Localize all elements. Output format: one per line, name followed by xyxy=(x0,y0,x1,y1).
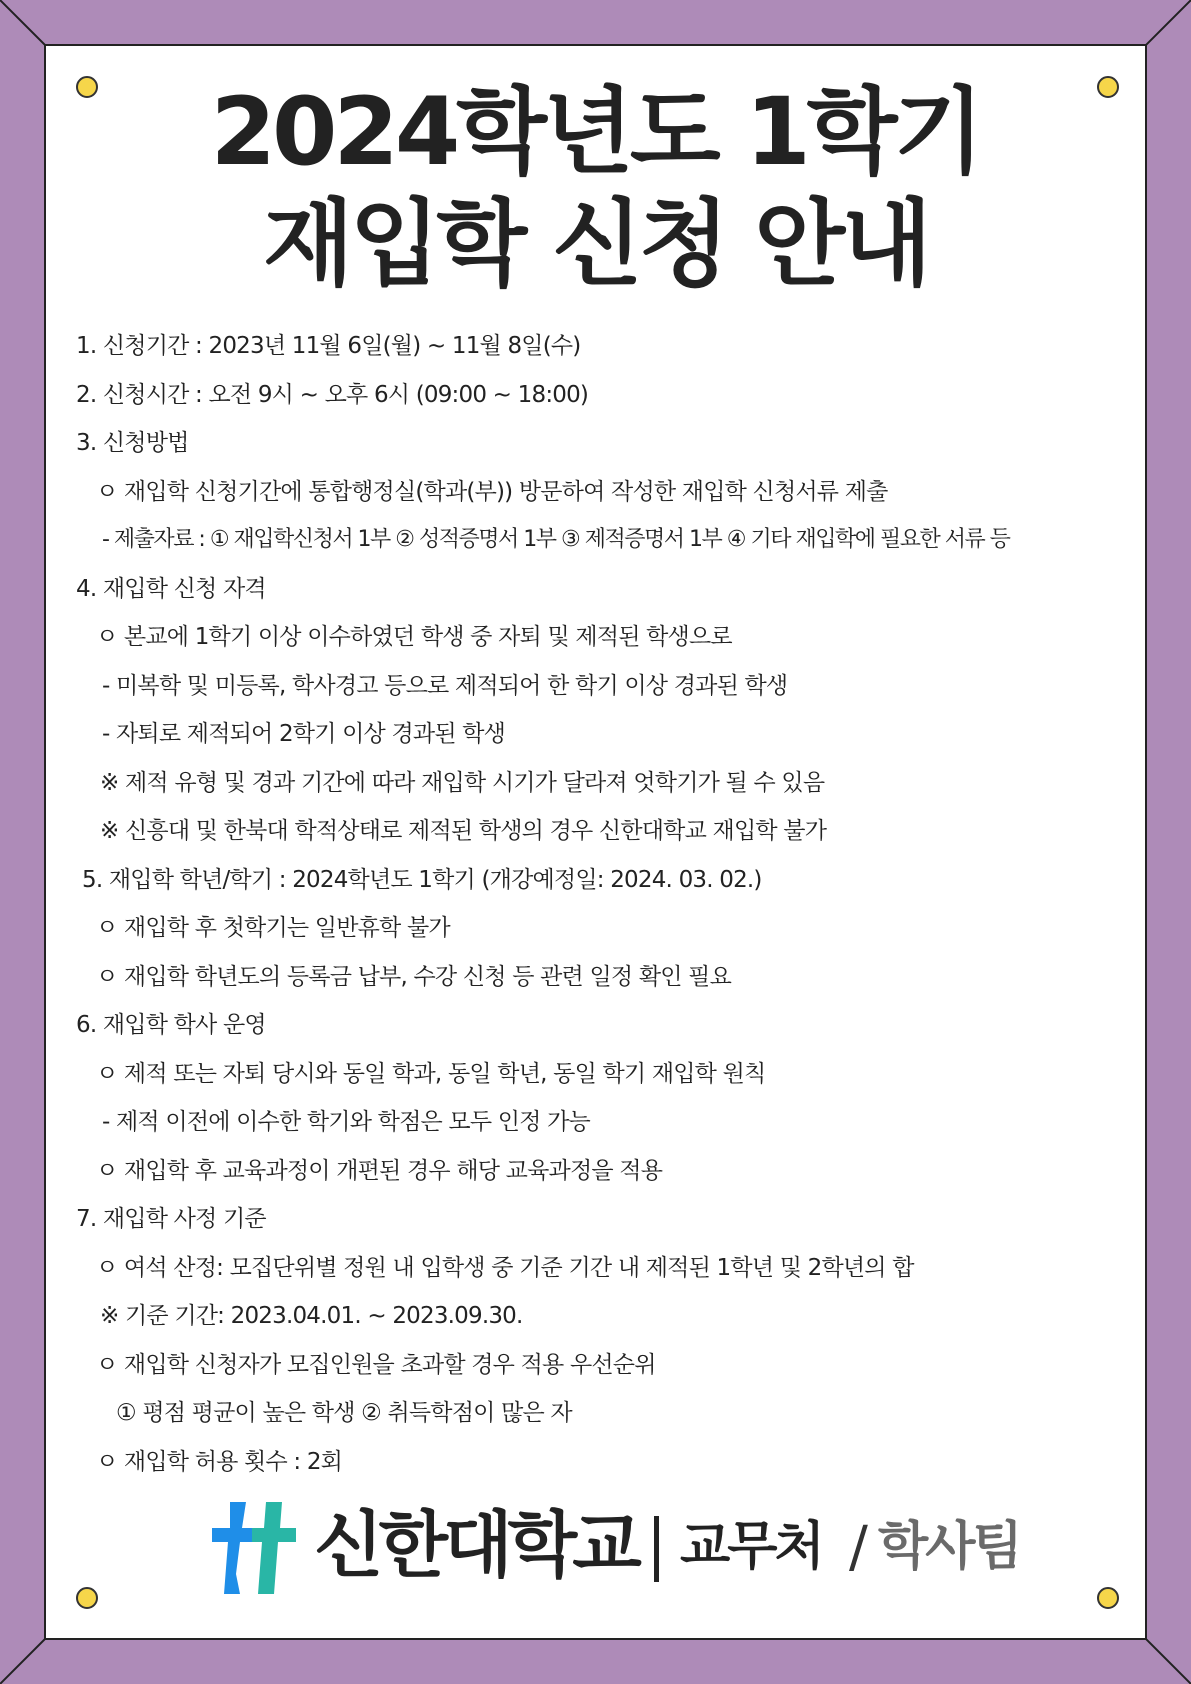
list-item: ① 평점 평균이 높은 학생 ② 취득학점이 많은 자 xyxy=(116,1400,572,1426)
university-name: 신한대학교 xyxy=(314,1503,637,1587)
note-item: ※ 기준 기간: 2023.04.01. ~ 2023.09.30. xyxy=(100,1303,523,1329)
list-item: - 제출자료 : ① 재입학신청서 1부 ② 성적증명서 1부 ③ 제적증명서 1부 ④ 기타 재입학에 필요한 서류 등 xyxy=(102,527,1010,552)
list-item: ㅇ 재입학 신청기간에 통합행정실(학과(부)) 방문하여 작성한 재입학 신청서류 제출 xyxy=(96,478,888,505)
title-line-2: 재입학 신청 안내 xyxy=(262,190,929,299)
list-item: ㅇ 재입학 신청자가 모집인원을 초과할 경우 적용 우선순위 xyxy=(96,1351,656,1378)
list-item: ㅇ 재입학 학년도의 등록금 납부, 수강 신청 등 관련 일정 확인 필요 xyxy=(96,963,732,990)
notice-banner xyxy=(44,44,1147,1640)
list-item: - 제적 이전에 이수한 학기와 학점은 모두 인정 가능 xyxy=(102,1109,590,1135)
list-item: ㅇ 재입학 후 첫학기는 일반휴학 불가 xyxy=(96,915,450,941)
footer-logo xyxy=(46,1498,1145,1608)
section-5-heading: 5. 재입학 학년/학기 : 2024학년도 1학기 (개강예정일: 2024. 03. 02.) xyxy=(82,866,762,893)
list-item: ㅇ 재입학 후 교육과정이 개편된 경우 해당 교육과정을 적용 xyxy=(96,1157,663,1184)
department-name: 교무처 xyxy=(680,1517,822,1577)
list-item: - 미복학 및 미등록, 학사경고 등으로 제적되어 한 학기 이상 경과된 학생 xyxy=(102,672,788,699)
footer-divider xyxy=(654,1516,659,1582)
list-item: ㅇ 본교에 1학기 이상 이수하였던 학생 중 자퇴 및 제적된 학생으로 xyxy=(96,624,732,650)
section-7-heading: 7. 재입학 사정 기준 xyxy=(76,1206,266,1232)
university-logo-icon xyxy=(212,1498,296,1598)
list-item: ㅇ 여석 산정: 모집단위별 정원 내 입학생 중 기준 기간 내 제적된 1학년 및 2학년의 합 xyxy=(96,1254,914,1281)
footer-separator: / xyxy=(849,1515,868,1580)
team-name: 학사팀 xyxy=(878,1517,1020,1577)
section-2-hours: 2. 신청시간 : 오전 9시 ~ 오후 6시 (09:00 ~ 18:00) xyxy=(76,381,589,408)
list-item: ㅇ 제적 또는 자퇴 당시와 동일 학과, 동일 학년, 동일 학기 재입학 원칙 xyxy=(96,1060,766,1087)
list-item: ㅇ 재입학 허용 횟수 : 2회 xyxy=(96,1448,343,1475)
title-line-1: 2024학년도 1학기 xyxy=(210,78,981,187)
list-item: - 자퇴로 제적되어 2학기 이상 경과된 학생 xyxy=(102,721,506,747)
section-1-period: 1. 신청기간 : 2023년 11월 6일(월) ~ 11월 8일(수) xyxy=(76,333,581,359)
notice-body xyxy=(76,322,1146,1486)
section-6-heading: 6. 재입학 학사 운영 xyxy=(76,1012,266,1038)
note-item: ※ 제적 유형 및 경과 기간에 따라 재입학 시기가 달라져 엇학기가 될 수 있음 xyxy=(100,769,825,796)
section-4-heading: 4. 재입학 신청 자격 xyxy=(76,575,266,602)
section-3-heading: 3. 신청방법 xyxy=(76,430,189,456)
note-item: ※ 신흥대 및 한북대 학적상태로 제적된 학생의 경우 신한대학교 재입학 불가 xyxy=(100,818,827,844)
